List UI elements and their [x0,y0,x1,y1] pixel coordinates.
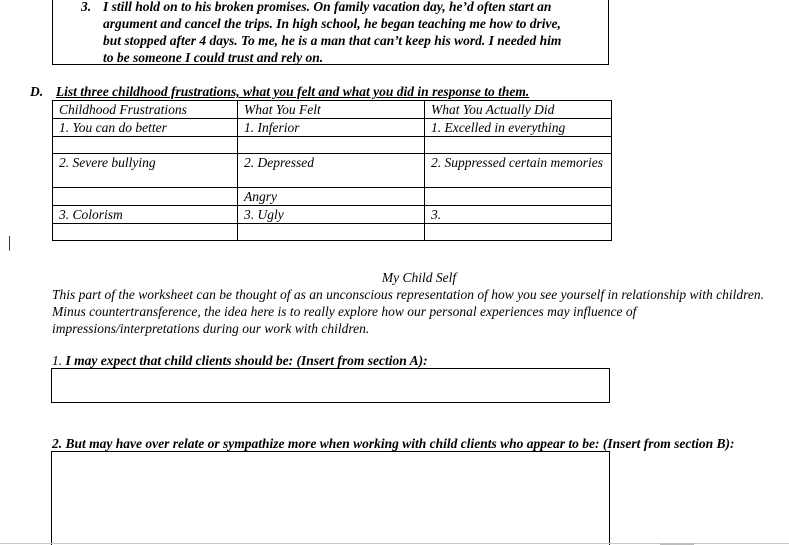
table-cell[interactable] [425,224,612,241]
table-cell[interactable]: 3. [425,206,612,224]
table-cell[interactable] [238,137,425,154]
section-title: My Child Self [381,270,457,285]
question-2-text: 2. But may have over relate or sympathize more when working with child clients who appear to be: (Insert from section B): [52,436,735,451]
table-cell[interactable]: 2. Suppressed certain memories [425,154,612,188]
item-number: 3. [81,0,92,14]
table-cell[interactable]: 3. Colorism [53,206,238,224]
table-cell[interactable]: 2. Depressed [238,154,425,188]
header-what-you-felt: What You Felt [238,101,425,119]
table-cell[interactable]: 2. Severe bullying [53,154,238,188]
answer-box-item-3[interactable] [52,0,609,65]
table-cell[interactable] [53,224,238,241]
question-1-number: 1. [52,353,63,368]
table-cell[interactable]: 1. You can do better [53,119,238,137]
table-cell[interactable] [238,224,425,241]
answer-line-4: to be someone I could trust and rely on. [103,50,324,65]
answer-line-3: but stopped after 4 days. To me, he is a man that can’t keep his word. I needed him [103,33,562,48]
table-row [53,119,612,137]
table-cell[interactable]: 3. Ugly [238,206,425,224]
section-intro: This part of the worksheet can be thought of as an unconscious representation of how you see yourself in relationship with children. Minus countertransference, the idea here is to really explore how our personal experiences may influence of impressions/interpretations during our work with children. [52,287,764,336]
table-cell[interactable] [425,188,612,206]
header-what-you-did: What You Actually Did [425,101,612,119]
frustrations-table [52,100,612,241]
answer-box-question-1[interactable] [51,368,610,403]
table-header-row [53,101,612,119]
table-cell[interactable]: 1. Excelled in everything [425,119,612,137]
question-1-text: I may expect that child clients should be: (Insert from section A): [65,353,428,368]
question-1 [52,353,428,369]
answer-box-question-2[interactable] [51,451,610,545]
table-row [53,154,612,188]
answer-line-2: argument and cancel the trips. In high school, he began teaching me how to drive, [103,16,561,31]
header-childhood-frustrations: Childhood Frustrations [53,101,238,119]
answer-line-1: I still hold on to his broken promises. On family vacation day, he’d often start an [103,0,552,14]
table-row [53,137,612,154]
table-row [53,206,612,224]
table-cell[interactable] [425,137,612,154]
table-cell[interactable] [53,188,238,206]
table-cell[interactable]: 1. Inferior [238,119,425,137]
section-d-heading [30,84,529,100]
table-row [53,188,612,206]
section-d-prompt: List three childhood frustrations, what you felt and what you did in response to them. [55,84,530,99]
text-cursor: | [8,234,12,251]
section-d-label: D. [30,84,44,99]
table-row [53,224,612,241]
table-cell[interactable]: Angry [238,188,425,206]
table-cell[interactable] [53,137,238,154]
